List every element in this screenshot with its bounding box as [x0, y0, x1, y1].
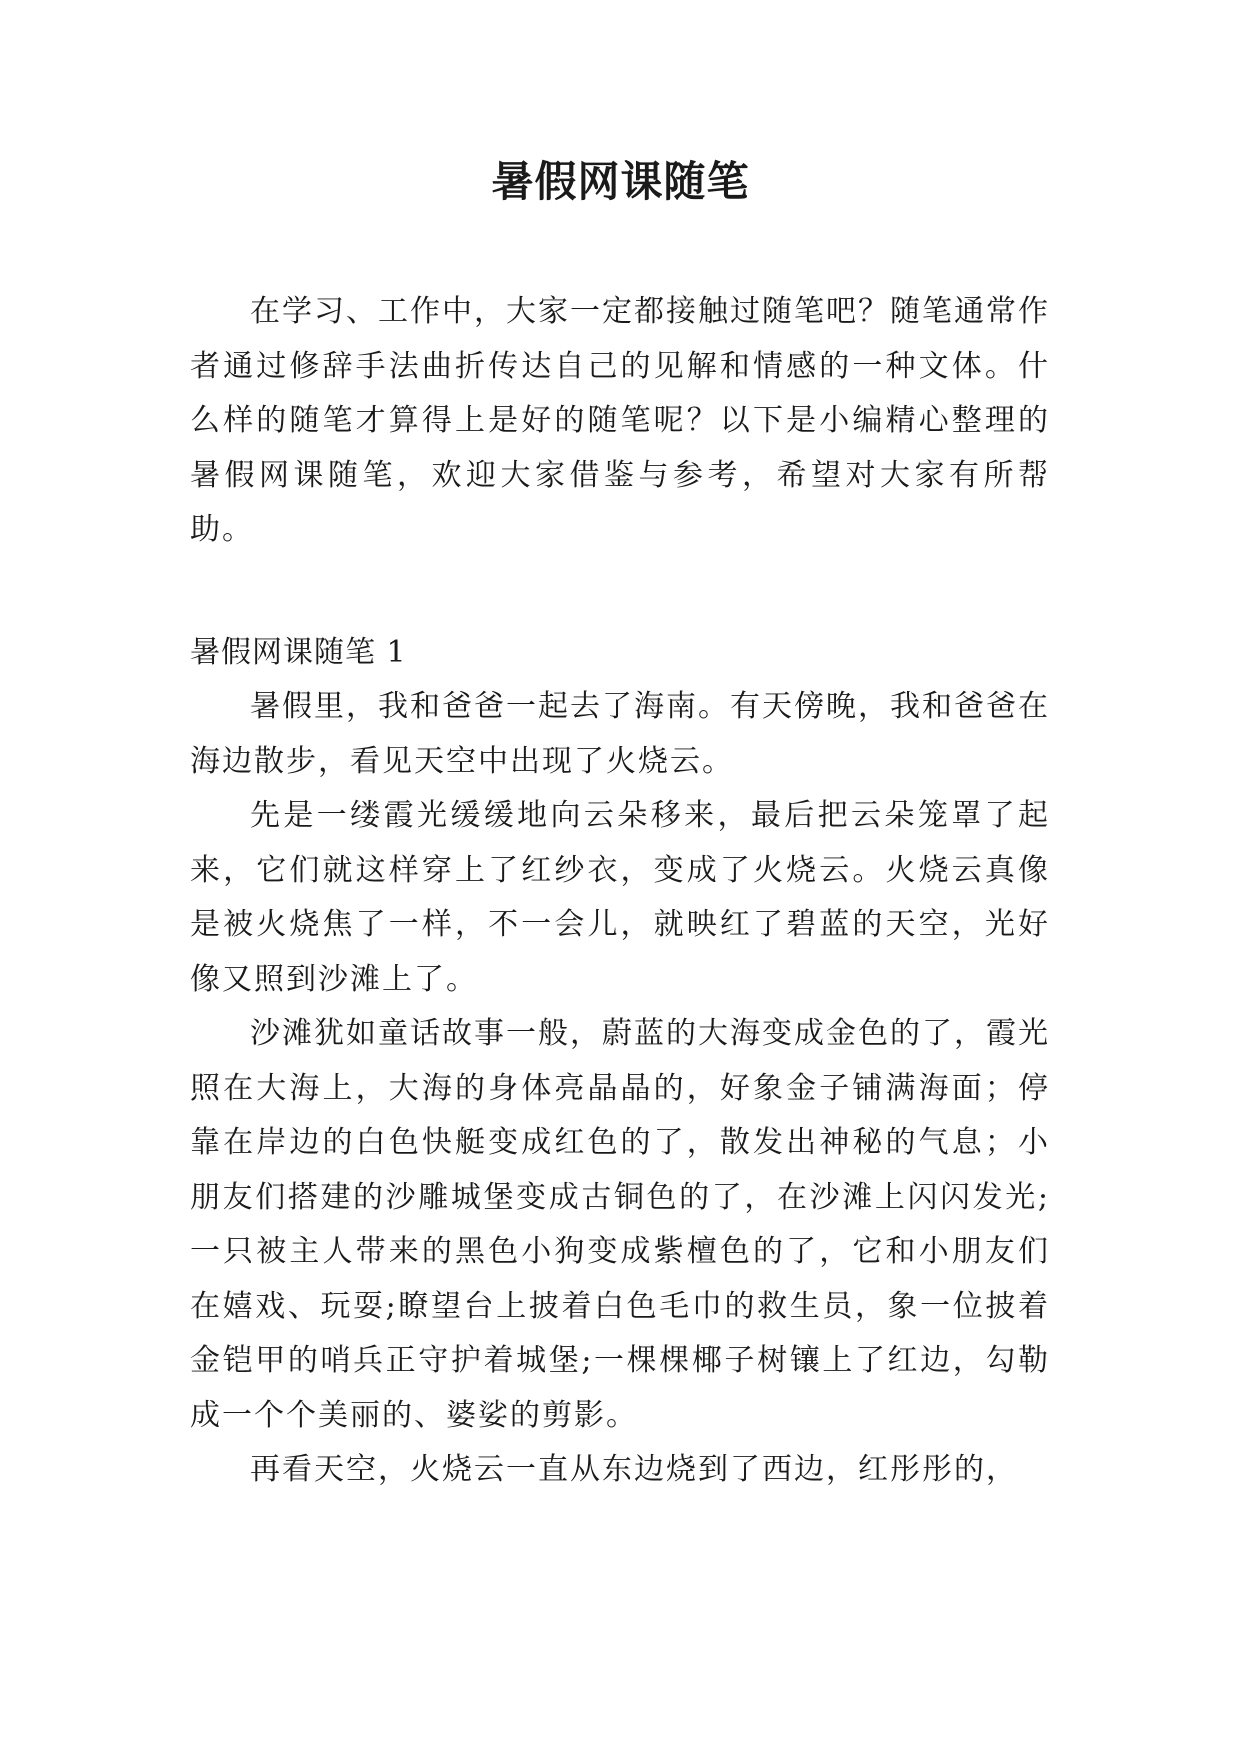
document-body: [190, 285, 1050, 1498]
section-heading: 暑假网课随笔 1: [190, 634, 407, 670]
body-paragraph: 先是一缕霞光缓缓地向云朵移来，最后把云朵笼罩了起来，它们就这样穿上了红纱衣，变成了火烧云。火烧云真像是被火烧焦了一样，不一会儿，就映红了碧蓝的天空，光好像又照到沙滩上了。: [190, 798, 1050, 997]
intro-paragraph: 在学习、工作中，大家一定都接触过随笔吧？随笔通常作者通过修辞手法曲折传达自己的见解和情感的一种文体。什么样的随笔才算得上是好的随笔呢？以下是小编精心整理的暑假网课随笔，欢迎大家借鉴与参考，希望对大家有所帮助。: [190, 294, 1050, 547]
body-paragraph: 沙滩犹如童话故事一般，蔚蓝的大海变成金色的了，霞光照在大海上，大海的身体亮晶晶的，好象金子铺满海面；停靠在岸边的白色快艇变成红色的了，散发出神秘的气息；小朋友们搭建的沙雕城堡变成古铜色的了，在沙滩上闪闪发光;一只被主人带来的黑色小狗变成紫檀色的了，它和小朋友们在嬉戏、玩耍;瞭望台上披着白色毛巾的救生员，象一位披着金铠甲的哨兵正守护着城堡;一棵棵椰子树镶上了红边，勾勒成一个个美丽的、婆娑的剪影。: [190, 1016, 1050, 1433]
document-title: 暑假网课随笔: [491, 157, 750, 206]
body-paragraph: 再看天空，火烧云一直从东边烧到了西边，红彤彤的，: [250, 1452, 1018, 1487]
body-paragraph: 暑假里，我和爸爸一起去了海南。有天傍晚，我和爸爸在海边散步，看见天空中出现了火烧云。: [190, 689, 1050, 779]
